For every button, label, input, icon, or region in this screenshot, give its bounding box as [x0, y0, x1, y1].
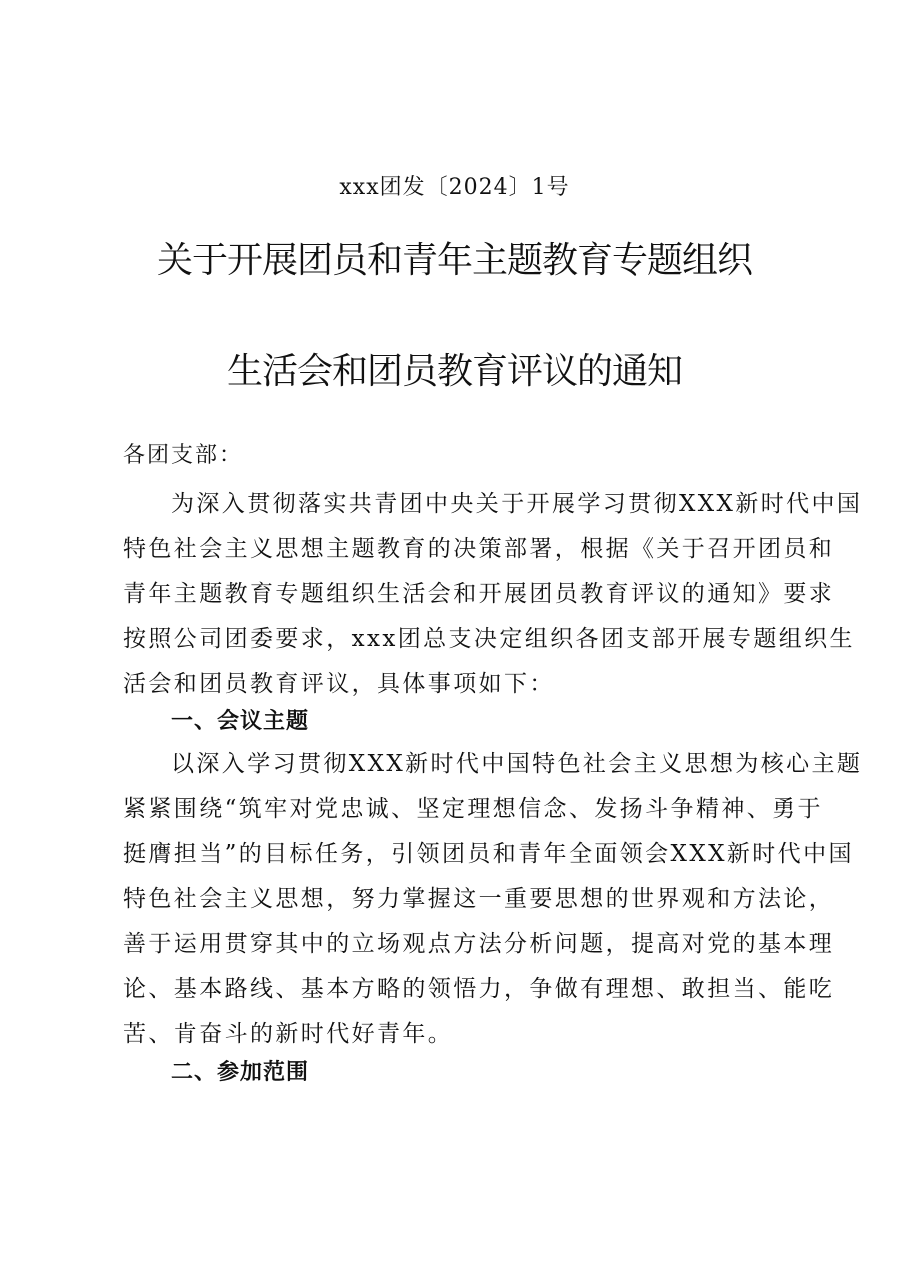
section-2-heading: 二、参加范围 — [171, 1060, 310, 1085]
intro-paragraph — [123, 482, 863, 707]
section-1-heading: 一、会议主题 — [171, 709, 310, 734]
section-1-line: 特色社会主义思想，努力掌握这一重要思想的世界观和方法论， — [123, 886, 835, 912]
salutation: 各团支部： — [123, 443, 244, 468]
section-1-line: 紧紧围绕“筑牢对党忠诚、坚定理想信念、发扬斗争精神、勇于 — [123, 796, 823, 822]
document-title-line-1: 关于开展团员和青年主题教育专题组织 — [156, 240, 752, 281]
section-1-line: 挺膺担当”的目标任务，引领团员和青年全面领会XXX新时代中国 — [123, 841, 854, 867]
section-1-line: 善于运用贯穿其中的立场观点方法分析问题，提高对党的基本理 — [123, 931, 835, 957]
intro-line: 为深入贯彻落实共青团中央关于开展学习贯彻XXX新时代中国 — [171, 491, 863, 517]
section-1-line: 以深入学习贯彻XXX新时代中国特色社会主义思想为核心主题 — [171, 751, 863, 777]
intro-line: 青年主题教育专题组织生活会和开展团员教育评议的通知》要求 — [123, 581, 835, 607]
section-1-line: 论、基本路线、基本方略的领悟力，争做有理想、敢担当、能吃 — [123, 976, 835, 1002]
section-1-line: 苦、肯奋斗的新时代好青年。 — [123, 1021, 454, 1047]
intro-line: 活会和团员教育评议，具体事项如下： — [123, 671, 555, 697]
intro-line: 特色社会主义思想主题教育的决策部署，根据《关于召开团员和 — [123, 536, 835, 562]
document-title-line-2: 生活会和团员教育评议的通知 — [226, 351, 682, 392]
document-number: xxx团发〔2024〕1号 — [339, 175, 570, 200]
intro-line: 按照公司团委要求，xxx团总支决定组织各团支部开展专题组织生 — [123, 626, 855, 652]
section-1-paragraph — [123, 742, 863, 1057]
